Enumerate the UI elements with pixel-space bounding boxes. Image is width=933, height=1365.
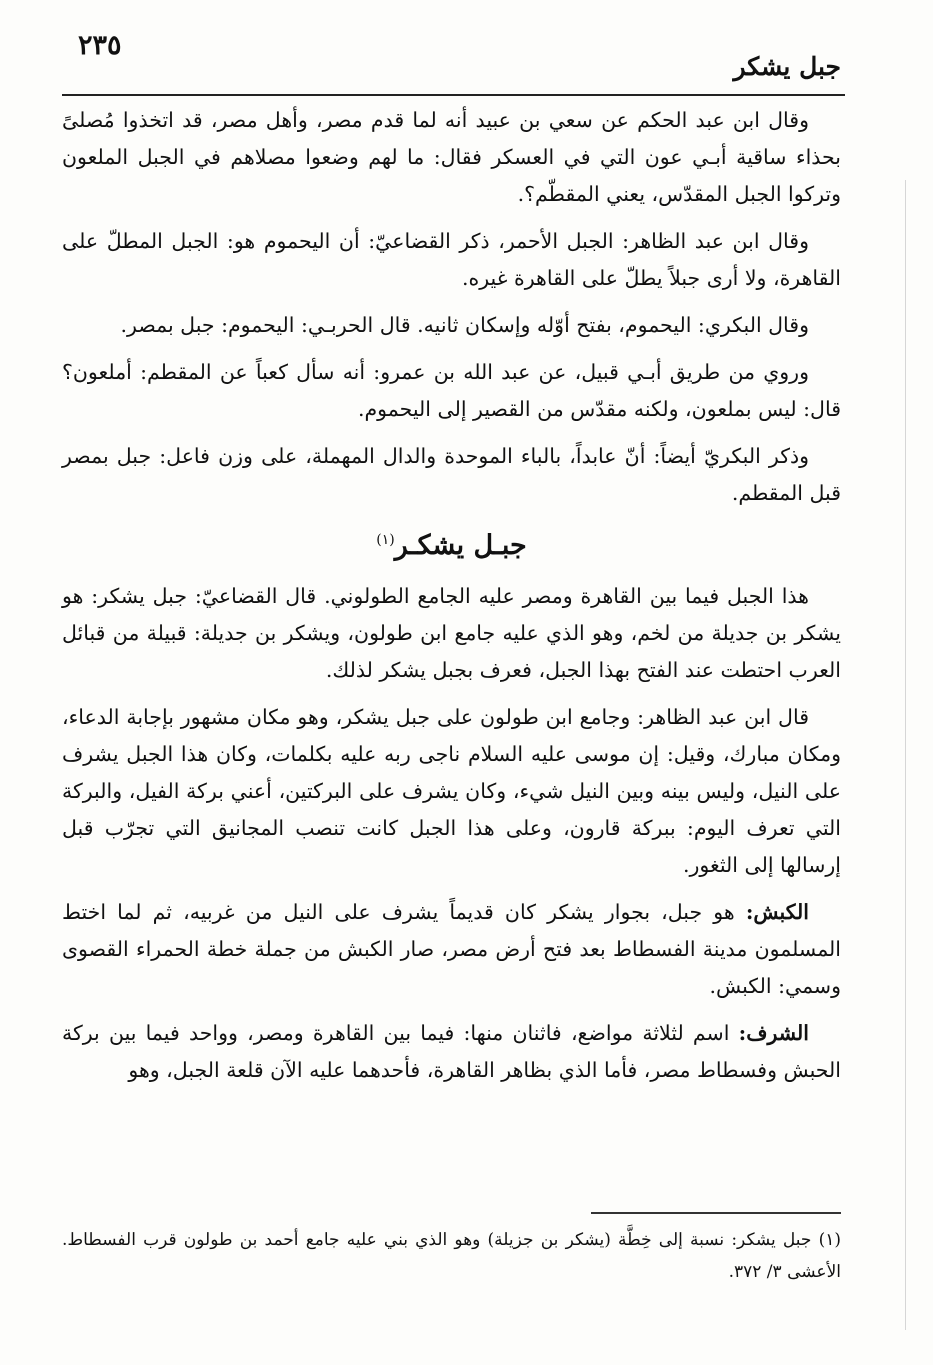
- entry-lead: الكبش:: [745, 900, 809, 924]
- paragraph: هذا الجبل فيما بين القاهرة ومصر عليه الجامع الطولوني. قال القضاعيّ: جبل يشكر: هو يشكر بن جديلة من لخم، وهو الذي عليه جامع ابن طولون، ويشكر بن جديلة: قبيلة من قبائل العرب احتطت عند الفتح بهذا الجبل، فعرف بجبل يشكر لذلك.: [62, 584, 841, 682]
- footnote-rule: [591, 1212, 841, 1214]
- paragraph: وقال ابن عبد الظاهر: الجبل الأحمر، ذكر القضاعيّ: أن اليحموم هو: الجبل المطلّ على القاهرة، ولا أرى جبلاً يطلّ على القاهرة غيره.: [62, 229, 841, 290]
- header-rule: [62, 94, 845, 96]
- footnote-marker: (١): [376, 532, 395, 548]
- paragraph: وقال ابن عبد الحكم عن سعي بن عبيد أنه لما قدم مصر، وأهل مصر، قد اتخذوا مُصلىً بحذاء ساقية أبـي عون التي في العسكر فقال: ما لهم وضعوا مصلاهم في الجبل الملعون وتركوا الجبل المقدّس، يعني المقطّم؟.: [62, 108, 841, 206]
- running-title: جبل يشكر: [733, 52, 841, 81]
- page-number: ٢٣٥: [78, 30, 122, 61]
- section-title-text: جبـل يشكـر: [394, 530, 527, 561]
- paragraph: [62, 1015, 841, 1089]
- paragraph: [62, 894, 841, 1005]
- entry-text: اسم لثلاثة مواضع، فاثنان منها: فيما بين القاهرة ومصر، وواحد فيما بين بركة الحبش وفسطاط مصر، فأما الذي بظاهر القاهرة، فأحدهما عليه الآن قلعة الجبل، وهو: [62, 1021, 841, 1082]
- main-text: [62, 102, 841, 1099]
- entry-text: هو جبل، بجوار يشكر كان قديماً يشرف على النيل من غربيه، ثم لما اختط المسلمون مدينة الفسطاط بعد فتح أرض مصر، صار الكبش من جملة خطة الحمراء القصوى وسمي: الكبش.: [62, 900, 841, 998]
- paragraph: وروي من طريق أبـي قبيل، عن عبد الله بن عمرو: أنه سأل كعباً عن المقطم: أملعون؟ قال: ليس بملعون، ولكنه مقدّس من القصير إلى اليحموم.: [62, 360, 841, 421]
- entry-lead: الشرف:: [738, 1021, 809, 1045]
- page-edge-shadow: [905, 180, 906, 1330]
- footnote: (١) جبل يشكر: نسبة إلى خِطَّة (يشكر بن جزيلة) وهو الذي بني عليه جامع أحمد بن طولون قرب الفسطاط. الأعشى ٣/ ٣٧٢.: [62, 1230, 841, 1282]
- paragraph: وذكر البكريّ أيضاً: أنّ عابداً، بالباء الموحدة والدال المهملة، على وزن فاعل: جبل بمصر قبل المقطم.: [62, 444, 841, 505]
- paragraph: وقال البكري: اليحموم، بفتح أوّله وإسكان ثانيه. قال الحربـي: اليحموم: جبل بمصر.: [120, 313, 809, 337]
- section-heading: [62, 522, 841, 564]
- paragraph: قال ابن عبد الظاهر: وجامع ابن طولون على جبل يشكر، وهو مكان مشهور بإجابة الدعاء، ومكان مبارك، وقيل: إن موسى عليه السلام ناجى ربه عليه بكلمات، وكان هذا الجبل يشرف على النيل، وليس بينه وبين النيل شيء، وكان يشرف على البركتين، أعني بركة الفيل، والبركة التي تعرف اليوم: ببركة قارون، وعلى هذا الجبل كانت تنصب المجانيق التي تجرّب قبل إرسالها إلى الثغور.: [62, 705, 841, 877]
